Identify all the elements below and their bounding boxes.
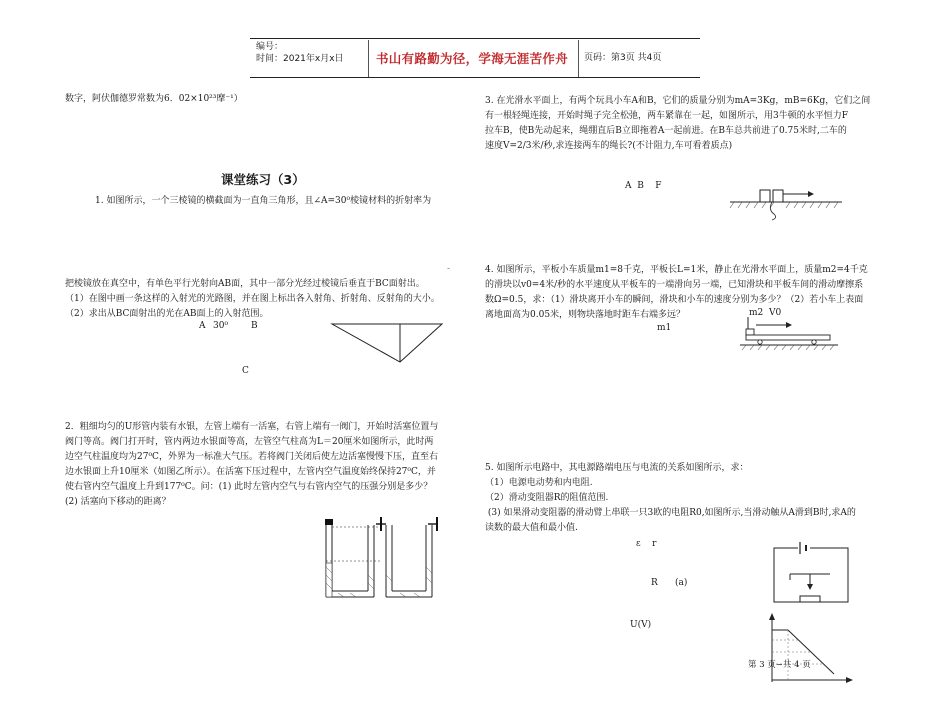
q2-line4: 边水银面上升10厘米（如图乙所示）。在活塞下压过程中，左管内空气温度始终保持27⁰C，并 (65, 467, 436, 477)
q1-line4: （2）求出从BC面射出的光在AB面上的入射范围。 (65, 309, 269, 319)
q5-line5: 读数的最大值和最小值. (485, 523, 578, 533)
prism-triangle-figure (330, 322, 450, 364)
q2-line1: 2．粗细均匀的U形管内装有水银，左管上端有一活塞，右管上端有一阀门，开始时活塞位置与 (65, 422, 439, 432)
header-time-label: 时间：2021年x月x日 (256, 54, 344, 64)
q5-line1: 5. 如图所示电路中，其电源路端电压与电流的关系如图所示，求： (485, 463, 749, 473)
circuit-figure (770, 540, 854, 610)
intro-line: 数字，阿伏伽德罗常数为6．02×10²³摩⁻¹） (65, 94, 243, 104)
prism-label-b: B (251, 321, 258, 331)
q5-line3: （2）滑动变阻器R的阻值范围. (485, 493, 609, 503)
prism-label-c: C (242, 366, 249, 376)
q5-line4: (3) 如果滑动变阻器的滑动臂上串联一只3欧的电阻R0,如图所示,当滑动触从A滑到B时,求A的 (485, 508, 856, 518)
u-tube-figure (320, 515, 450, 605)
circuit-label-r: R (a) (651, 578, 688, 588)
q2-line3: 边空气柱温度均为27⁰C，外界为一标准大气压。若将阀门关闭后使左边活塞慢慢下压，直至右 (65, 452, 438, 462)
q1-line2: 把棱镜放在真空中，有单色平行光射向AB面，其中一部分光经过棱镜后垂直于BC面射出。 (65, 279, 425, 289)
graph-label-uv: U(V) (630, 620, 652, 630)
q1-stray-dash: - (447, 264, 451, 274)
q4-line3: 数Ω=0.5，求：（1）滑块离开小车的瞬间，滑块和小车的速度分别为多少？（2）若小车上表面 (485, 295, 864, 305)
prism-label-a: A (199, 321, 206, 331)
q2-line2: 阀门等高。阀门打开时，管内两边水银面等高，左管空气柱高为L＝20厘米如图所示，此时两 (65, 437, 434, 447)
header-top-rule (250, 38, 700, 39)
carts-figure (728, 182, 846, 222)
header-page-label: 页码：第3页 共4页 (584, 53, 662, 63)
q1-line3: （1）在图中画一条这样的入射光的光路图，并在图上标出各入射角、折射角、反射角的大小。 (65, 294, 440, 304)
plank-cart-figure (738, 315, 842, 351)
q4-line2: 的滑块以v0=4米/秒的水平速度从平板车的一端滑向另一端，已知滑块和平板车间的滑动摩擦系 (485, 280, 864, 290)
uv-graph-figure (764, 612, 854, 684)
q3-line4: 速度V=2/3米/秒,求连接两车的绳长?(不计阻力,车可看着质点) (485, 141, 733, 151)
q3-line3: 拉车B，使B先动起来，绳绷直后B立即拖着A一起前进。在B车总共前进了0.75米时,二车的 (485, 126, 847, 136)
q2-line6: (2) 活塞向下移动的距离？ (65, 497, 171, 507)
q3-line1: 3. 在光滑水平面上，有两个玩具小车A和B，它们的质量分别为mA=3Kg，mB=6Kg，它们之间 (485, 96, 871, 106)
header-code-label: 编号： (256, 42, 284, 52)
q3-line2: 有一根轻绳连接，开始时绳子完全松弛，两车紧靠在一起，如图所示，用3牛顿的水平恒力F (485, 111, 848, 121)
footer-page-number: 第 3 页~共 4 页 (748, 660, 811, 670)
circuit-label-emf: ε r (636, 539, 657, 549)
q4-line1: 4. 如图所示，平板小车质量m1=8千克，平板长L=1米，静止在光滑水平面上，质量m2=4千克 (485, 265, 868, 275)
plank-label-v0: V0 (769, 308, 782, 318)
header-bottom-rule (250, 77, 700, 78)
section-title: 课堂练习（3） (221, 172, 305, 187)
q1-line1: 1. 如图所示，一个三棱镜的横截面为一直角三角形，且∠A=30⁰棱镜材料的折射率为 (95, 196, 432, 206)
header-divider-right (578, 40, 579, 77)
plank-label-m2: m2 (749, 308, 764, 318)
q5-line2: （1）电源电动势和内电阻. (485, 478, 593, 488)
plank-label-m1: m1 (657, 323, 672, 333)
header-motto: 书山有路勤为径，学海无涯苦作舟 (376, 51, 569, 66)
carts-labels: A B F (625, 181, 662, 191)
q4-line4: 离地面高为0.05米，则物块落地时距车右端多远？ (485, 310, 686, 320)
q2-line5: 使右管内空气温度上升到177⁰C。问：(1) 此时左管内空气与右管内空气的压强分别是多少？ (65, 482, 433, 492)
header-divider-left (368, 40, 369, 77)
prism-label-angle: 30⁰ (213, 321, 229, 331)
